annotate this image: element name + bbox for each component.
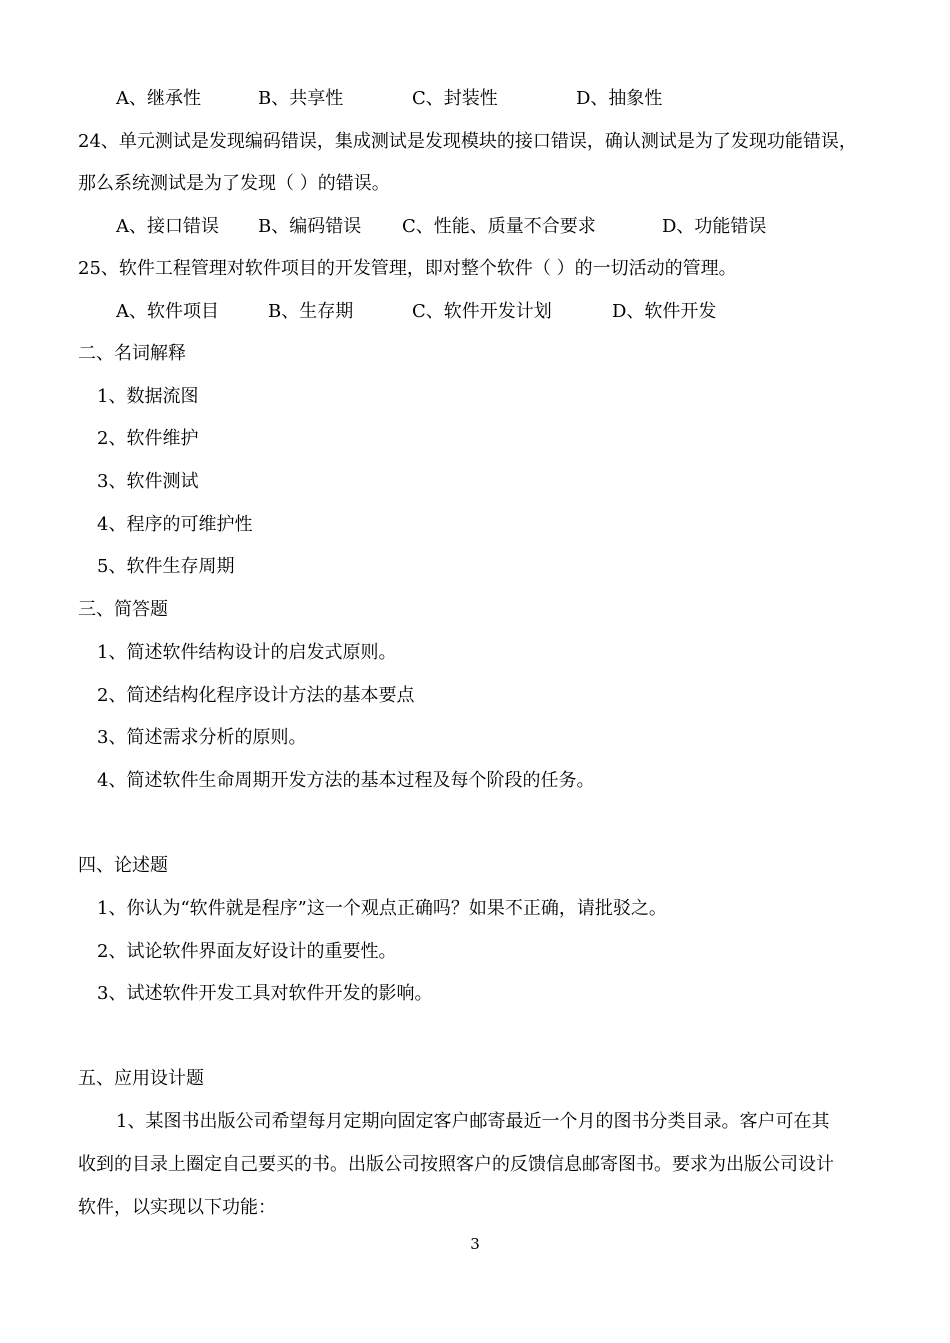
section3-item-3: 3、简述需求分析的原则。	[97, 727, 307, 748]
section4-item-1: 1、你认为“软件就是程序”这一个观点正确吗？如果不正确，请批驳之。	[97, 898, 667, 919]
section5-paragraph-line-3: 软件，以实现以下功能：	[78, 1197, 276, 1218]
section5-title: 五、应用设计题	[78, 1068, 204, 1089]
q23-option-a: A、继承性	[116, 88, 201, 109]
q23-option-c: C、封装性	[412, 88, 498, 109]
q25-question-line-1: 25、软件工程管理对软件项目的开发管理，即对整个软件（ ）的一切活动的管理。	[78, 258, 737, 279]
q25-option-b: B、生存期	[268, 301, 354, 322]
q23-option-d: D、抽象性	[576, 88, 663, 109]
q25-option-d: D、软件开发	[612, 301, 717, 322]
q24-option-b: B、编码错误	[258, 216, 362, 237]
q24-option-d: D、功能错误	[662, 216, 767, 237]
page-number: 3	[470, 1235, 480, 1253]
q24-option-c: C、性能、质量不合要求	[402, 216, 596, 237]
section3-title: 三、简答题	[78, 599, 168, 620]
q25-option-a: A、软件项目	[116, 301, 219, 322]
section3-item-4: 4、简述软件生命周期开发方法的基本过程及每个阶段的任务。	[97, 770, 595, 791]
section5-paragraph-line-1: 1、某图书出版公司希望每月定期向固定客户邮寄最近一个月的图书分类目录。客户可在其	[116, 1111, 830, 1132]
q23-option-b: B、共享性	[258, 88, 344, 109]
section3-item-2: 2、简述结构化程序设计方法的基本要点	[97, 685, 415, 706]
q24-question-line-1: 24、单元测试是发现编码错误，集成测试是发现模块的接口错误，确认测试是为了发现功能错误，	[78, 131, 857, 152]
section4-item-2: 2、试论软件界面友好设计的重要性。	[97, 941, 397, 962]
q24-option-a: A、接口错误	[116, 216, 219, 237]
section2-item-2: 2、软件维护	[97, 428, 199, 449]
section2-item-4: 4、程序的可维护性	[97, 514, 253, 535]
section2-item-1: 1、数据流图	[97, 386, 199, 407]
section2-item-3: 3、软件测试	[97, 471, 199, 492]
section3-item-1: 1、简述软件结构设计的启发式原则。	[97, 642, 397, 663]
section4-title: 四、论述题	[78, 855, 168, 876]
section2-title: 二、名词解释	[78, 343, 186, 364]
q25-option-c: C、软件开发计划	[412, 301, 552, 322]
section2-item-5: 5、软件生存周期	[97, 556, 235, 577]
q24-question-line-2: 那么系统测试是为了发现（ ）的错误。	[78, 173, 390, 194]
section4-item-3: 3、试述软件开发工具对软件开发的影响。	[97, 983, 433, 1004]
section5-paragraph-line-2: 收到的目录上圈定自己要买的书。出版公司按照客户的反馈信息邮寄图书。要求为出版公司设计	[78, 1154, 834, 1175]
